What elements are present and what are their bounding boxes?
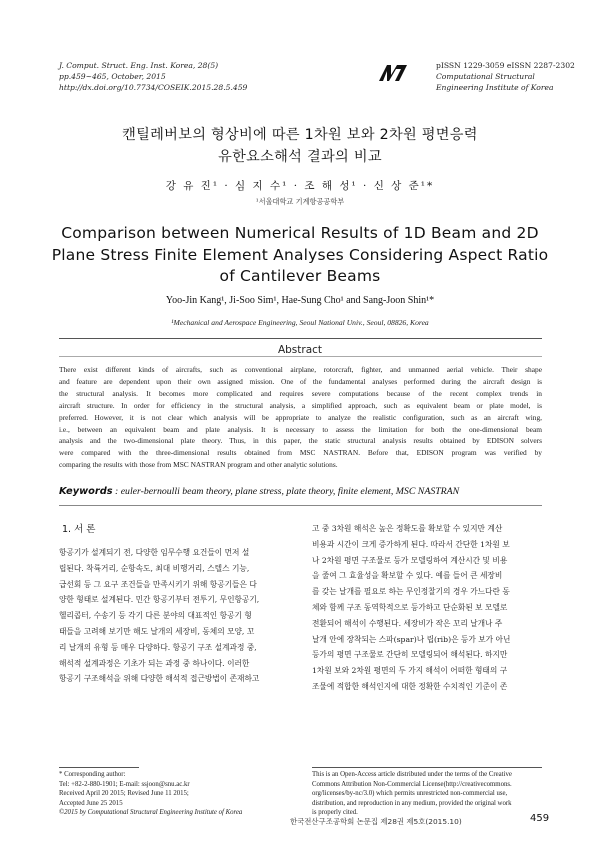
abstract-line: comparing the results with those from MSC NASTRAN program and other analytic solutions. bbox=[59, 460, 338, 470]
footnote-line: Accepted June 25 2015 bbox=[59, 799, 123, 807]
footnote-rule-left bbox=[59, 767, 139, 768]
title-english-line: Plane Stress Finite Element Analyses Considering Aspect Ratio bbox=[51, 245, 549, 264]
title-korean-line: 캔틸레버보의 형상비에 따른 1차원 보와 2차원 평면응력 bbox=[122, 127, 478, 143]
footnote-line: Commons Attribution Non-Commercial License(http://creativecommons. bbox=[312, 780, 512, 788]
issn-line: pISSN 1229-3059 eISSN 2287-2302 bbox=[436, 61, 575, 70]
footnote-line: distribution, and reproduction in any medium, provided the original work bbox=[312, 799, 512, 807]
abstract-line: were compared with the three-dimensional results obtained from MSC NASTRAN. Before that, EDISON program was verified by bbox=[59, 448, 542, 458]
body-line: 급선회 등 그 요구 조건들을 만족시키기 위해 항공기들은 다 bbox=[59, 579, 257, 589]
license-note bbox=[312, 770, 542, 818]
body-line: 나 2차원 평면 구조물로 등가 모델링하여 계산시간 및 비용 bbox=[312, 555, 508, 565]
body-line: 체와 함께 구조 동역학적으로 등가하고 단순화된 보 모델로 bbox=[312, 602, 508, 612]
body-line: 태들을 고려해 보기만 해도 날개의 세장비, 동체의 모양, 꼬 bbox=[59, 626, 255, 636]
doi-link[interactable]: http://dx.doi.org/10.7734/COSEIK.2015.28.5.459 bbox=[59, 83, 248, 92]
title-english bbox=[40, 223, 560, 288]
body-line: 전환되어 해석이 수행된다. 세장비가 작은 꼬리 날개나 주 bbox=[312, 618, 503, 628]
journal-footer: 한국전산구조공학회 논문집 제28권 제5호(2015.10) bbox=[290, 817, 462, 826]
keywords-text: : euler-bernoulli beam theory, plane stress, plate theory, finite element, MSC NASTRAN bbox=[112, 486, 460, 497]
body-line: 해석적 설계과정은 기초가 되는 과정 중 하나이다. 이러한 bbox=[59, 658, 250, 668]
affiliation-english: ¹Mechanical and Aerospace Engineering, Seoul National Univ., Seoul, 08826, Korea bbox=[171, 318, 429, 327]
body-line: 을 줄여 그 효율성을 확보할 수 있다. 예를 들어 큰 세장비 bbox=[312, 571, 503, 581]
abstract-line: preferred. However, it is not clear which analysis will be appropriate to analyze the realistic configuration, such as an aircraft wing, bbox=[59, 412, 542, 422]
title-english-line: of Cantilever Beams bbox=[219, 267, 381, 285]
title-korean bbox=[0, 124, 600, 168]
affiliation-korean: ¹서울대학교 기계항공공학부 bbox=[255, 197, 345, 206]
body-column-left bbox=[59, 545, 287, 687]
abstract-rule-bottom bbox=[59, 356, 542, 357]
abstract-line: analysis and the two-dimensional plate theory. Thus, in this paper, the static structural analysis results obtained by EDISON solvers bbox=[59, 436, 542, 446]
citation-line: pp.459~465, October, 2015 bbox=[59, 72, 166, 81]
title-english-line: Comparison between Numerical Results of 1D Beam and 2D bbox=[61, 224, 539, 242]
body-line: 고 중 3차원 해석은 높은 정확도를 확보할 수 있지만 계산 bbox=[312, 524, 503, 533]
footnote-line: ©2015 by Computational Structural Engineering Institute of Korea bbox=[59, 809, 243, 817]
publisher-line: Computational Structural bbox=[436, 72, 535, 81]
abstract-rule-top bbox=[59, 338, 542, 339]
abstract-heading: Abstract bbox=[277, 344, 323, 356]
authors-english: Yoo-Jin Kang¹, Ji-Soo Sim¹, Hae-Sung Cho¹ and Sang-Joon Shin¹* bbox=[165, 295, 435, 306]
body-line: 조물에 적합한 해석인지에 대한 정확한 수치적인 기준이 존 bbox=[312, 681, 508, 691]
body-line: 날개 안에 장착되는 스파(spar)나 립(rib)은 등가 보가 아닌 bbox=[312, 634, 511, 644]
body-line: 항공기 구조해석을 위해 다양한 해석적 접근방법이 존재하고 bbox=[59, 674, 260, 684]
body-line: 헬리콥터, 수송기 등 각기 다른 분야의 대표적인 항공기 형 bbox=[59, 611, 252, 621]
abstract-line: the structural analysis. It becomes more complicated and requires severe computations because of the recent complex trends in bbox=[59, 388, 542, 398]
abstract-line: aircraft structure. In order for efficiency in the structural analysis, a simplified approach, such as equivalent beam or plate model, is bbox=[59, 400, 542, 410]
issn-block bbox=[436, 60, 575, 93]
body-line: 리 날개의 유형 등 매우 다양하다. 항공기 구조 설계과정 중, bbox=[59, 642, 257, 652]
keywords bbox=[59, 486, 459, 497]
title-korean-line: 유한요소해석 결과의 비교 bbox=[218, 149, 382, 165]
footnote-line: * Corresponding author: bbox=[59, 771, 126, 778]
body-line: 립된다. 착륙거리, 순항속도, 최대 비행거리, 스텔스 기능, bbox=[59, 563, 250, 573]
body-line: 등가의 평면 구조물로 간단히 모델링되어 해석된다. 하지만 bbox=[312, 650, 508, 660]
body-line: 를 갖는 날개를 필요로 하는 무인정찰기의 경우 가느다란 동 bbox=[312, 587, 510, 597]
corresponding-author-note bbox=[59, 770, 242, 818]
abstract-line: i.e., between an equivalent beam and plate analysis. It is necessary to assess the limitation for both the one-dimensional beam bbox=[59, 424, 542, 434]
csk-logo-icon bbox=[377, 63, 409, 83]
abstract-body bbox=[59, 364, 542, 471]
footnote-line: Received April 20 2015; Revised June 11 2015; bbox=[59, 790, 189, 798]
abstract-line: and feature are dependent upon their own assigned mission. One of the fundamental analyses performed during the aircraft design is bbox=[59, 376, 542, 386]
section-heading: 1. 서 론 bbox=[62, 524, 96, 535]
footnote-rule-right bbox=[312, 767, 542, 768]
footnote-line: org/licenses/by-nc/3.0) which permits unrestricted non-commercial use, bbox=[312, 790, 508, 798]
footnote-line: This is an Open-Access article distributed under the terms of the Creative bbox=[312, 771, 512, 778]
body-column-right bbox=[312, 521, 542, 695]
body-line: 양한 형태로 설계된다. 민간 항공기부터 전투기, 무인항공기, bbox=[59, 595, 260, 605]
body-line: 1차원 보와 2차원 평면의 두 가지 해석이 어떠한 형태의 구 bbox=[312, 666, 508, 676]
publisher-line: Engineering Institute of Korea bbox=[436, 83, 554, 92]
footnote-line: Tel: +82-2-880-1901; E-mail: ssjoon@snu.ac.kr bbox=[59, 780, 190, 788]
body-line: 비용과 시간이 크게 증가하게 된다. 따라서 간단한 1차원 보 bbox=[312, 539, 510, 549]
keywords-label: Keywords bbox=[59, 486, 113, 497]
journal-citation bbox=[59, 60, 247, 93]
page-number: 459 bbox=[530, 813, 550, 824]
authors-korean: 강 유 진¹ · 심 지 수¹ · 조 해 성¹ · 신 상 준¹* bbox=[165, 180, 435, 192]
citation-line: J. Comput. Struct. Eng. Inst. Korea, 28(5) bbox=[59, 61, 219, 70]
body-line: 항공기가 설계되기 전, 다양한 임무수행 요건들이 먼저 설 bbox=[59, 548, 250, 557]
footnote-line: is properly cited. bbox=[312, 809, 358, 817]
abstract-line: There exist different kinds of aircrafts, such as conventional airplane, rotorcraft, fighter, and unmanned aerial vehicle. Their shape bbox=[59, 365, 542, 374]
keywords-rule bbox=[59, 505, 542, 506]
